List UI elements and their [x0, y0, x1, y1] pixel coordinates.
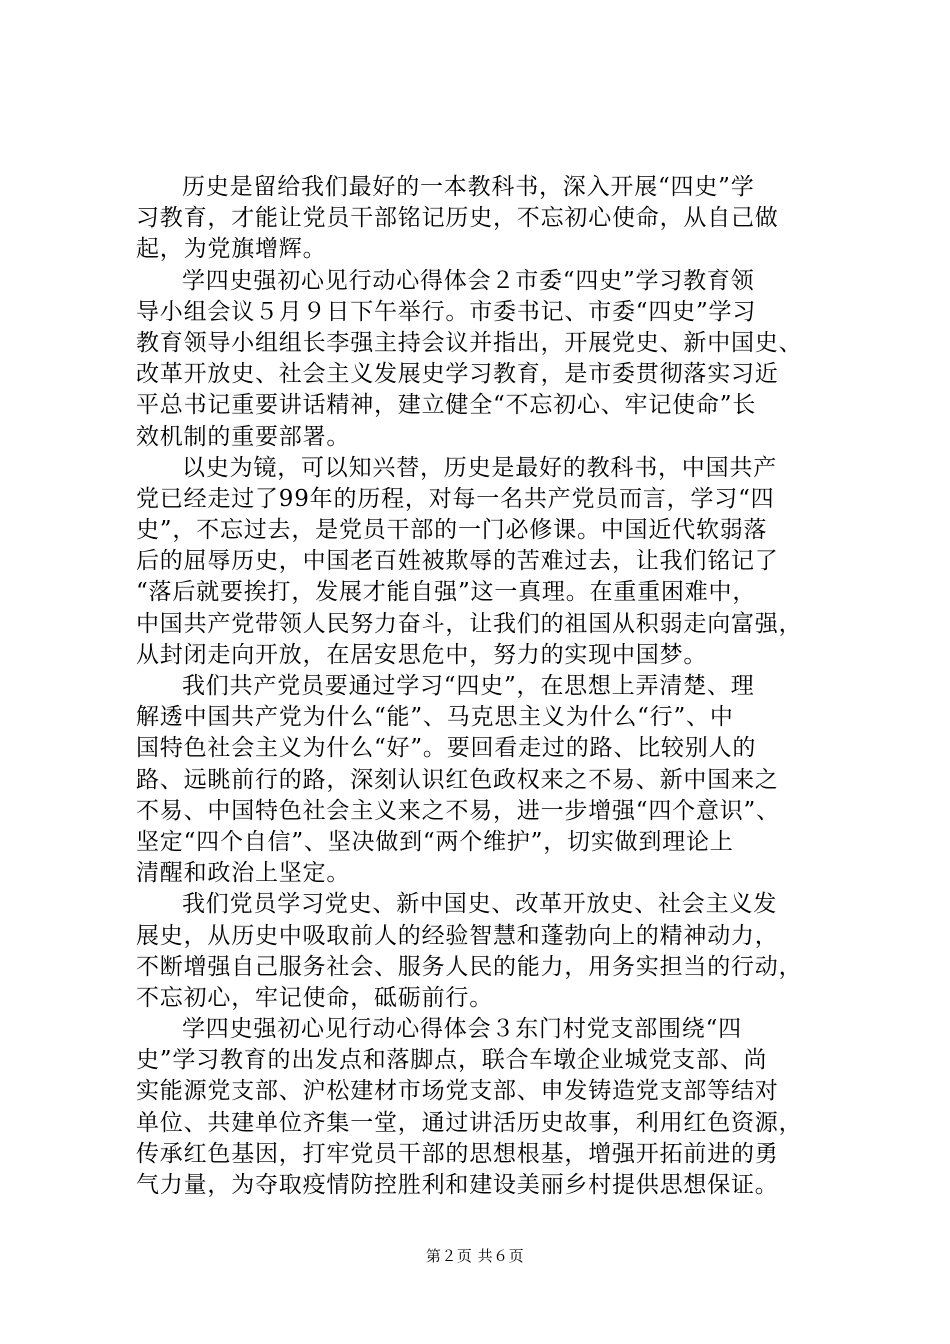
text-line: 解透中国共产党为什么“能”、马克思主义为什么“行”、中	[136, 704, 734, 731]
text-line: 不忘初心，牢记使命，砥砺前行。	[136, 984, 493, 1011]
text-line: 导小组会议５月９日下午举行。市委书记、市委“四史”学习	[136, 298, 757, 325]
text-line: 国特色社会主义为什么“好”。要回看走过的路、比较别人的	[136, 735, 757, 762]
text-line: 起，为党旗增辉。	[136, 236, 327, 263]
text-line: 以史为镜，可以知兴替，历史是最好的教科书，中国共产	[182, 454, 777, 481]
text-line: 展史，从历史中吸取前人的经验智慧和蓬勃向上的精神动力，	[136, 922, 779, 949]
text-line: 教育领导小组组长李强主持会议并指出，开展党史、新中国史、	[136, 329, 803, 356]
document-body	[136, 172, 836, 1201]
text-line: 史”，不忘过去，是党员干部的一门必修课。中国近代软弱落	[136, 517, 768, 544]
text-line: 气力量，为夺取疫情防控胜利和建设美丽乡村提供思想保证。	[136, 1172, 779, 1198]
text-line: 我们共产党员要通过学习“四史”，在思想上弄清楚、理	[182, 673, 755, 699]
text-line: 学四史强初心见行动心得体会３东门村党支部围绕“四	[182, 1016, 742, 1043]
text-line: 中国共产党带领人民努力奋斗，让我们的祖国从积弱走向富强，	[136, 610, 803, 637]
text-line: 坚定“四个自信”、坚决做到“两个维护”，切实做到理论上	[136, 828, 734, 855]
text-line: 单位、共建单位齐集一堂，通过讲活历史故事，利用红色资源，	[136, 1109, 803, 1136]
text-line: 平总书记重要讲话精神，建立健全“不忘初心、牢记使命”长	[136, 392, 757, 419]
text-line: 后的屈辱历史，中国老百姓被欺辱的苦难过去，让我们铭记了	[136, 548, 779, 575]
text-line: 从封闭走向开放，在居安思危中，努力的实现中国梦。	[136, 641, 708, 668]
text-line: 党已经走过了99年的历程，对每一名共产党员而言，学习“四	[136, 485, 775, 512]
text-line: 我们党员学习党史、新中国史、改革开放史、社会主义发	[182, 891, 777, 918]
text-line: 史”学习教育的出发点和落脚点，联合车墩企业城党支部、尚	[136, 1047, 768, 1074]
text-line: 清醒和政治上坚定。	[136, 860, 351, 887]
text-line: 改革开放史、社会主义发展史学习教育，是市委贯彻落实习近	[136, 361, 779, 388]
text-line: 历史是留给我们最好的一本教科书，深入开展“四史”学	[182, 174, 755, 200]
text-line: 习教育，才能让党员干部铭记历史，不忘初心使命，从自己做	[136, 205, 779, 232]
text-line: 实能源党支部、沪松建材市场党支部、申发铸造党支部等结对	[136, 1078, 779, 1105]
page-number-footer: 第２页 共６页	[425, 1247, 525, 1265]
text-line: 不易、中国特色社会主义来之不易，进一步增强“四个意识”、	[136, 797, 780, 824]
text-line: 不断增强自己服务社会、服务人民的能力，用务实担当的行动，	[136, 953, 803, 980]
text-line: 效机制的重要部署。	[136, 423, 351, 450]
text-line: “落后就要挨打，发展才能自强”这一真理。在重重困难中，	[136, 579, 757, 606]
text-line: 路、远眺前行的路，深刻认识红色政权来之不易、新中国来之	[136, 766, 779, 793]
text-line: 学四史强初心见行动心得体会２市委“四史”学习教育领	[182, 267, 755, 294]
text-line: 传承红色基因，打牢党员干部的思想根基，增强开拓前进的勇	[136, 1140, 779, 1167]
